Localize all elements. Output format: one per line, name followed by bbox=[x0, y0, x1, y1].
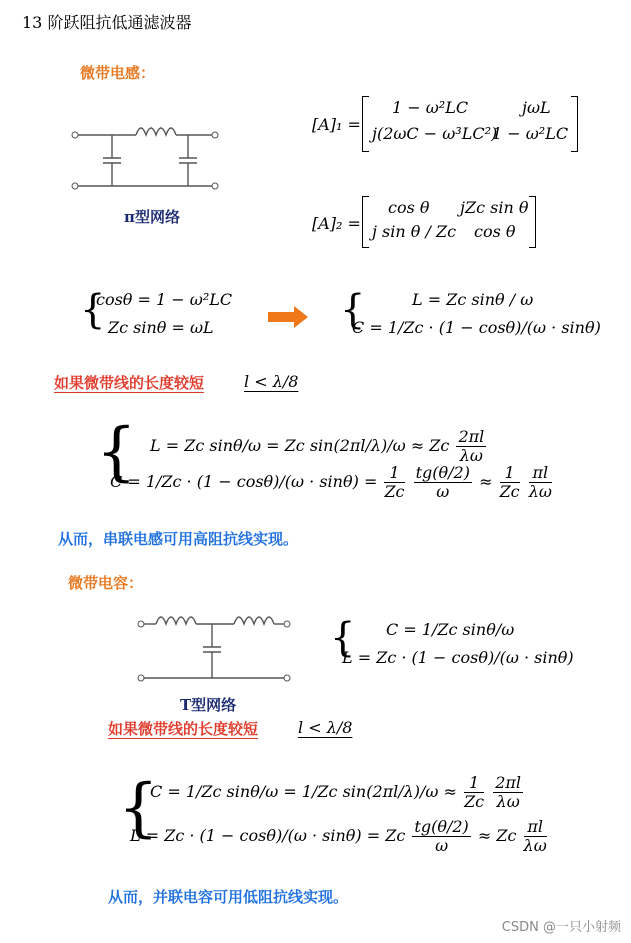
conclusion2: 从而，并联电容可用低阻抗线实现。 bbox=[108, 888, 349, 906]
t-network-label: T型网络 bbox=[180, 696, 237, 714]
eq-right-1: L = Zc sinθ / ω bbox=[412, 290, 534, 309]
sec2-eq-1: C = 1/Zc sinθ/ω bbox=[386, 620, 515, 639]
matrix2-a11: cos θ bbox=[388, 198, 430, 217]
section2-heading: 微带电容： bbox=[68, 574, 144, 592]
approx2-line2: L = Zc · (1 − cosθ)/(ω · sinθ) = Zc $\frac{tg(\theta/2)}{\omega}$ ≈ Zc $\frac{\pi l}{\lambda\omega}$ bbox=[130, 817, 547, 855]
pi-network-circuit bbox=[70, 118, 220, 198]
approx1-brace: { bbox=[96, 415, 137, 489]
matrix1-a21: j(2ωC − ω³LC²) bbox=[372, 124, 498, 143]
approx2-line2-text: L = Zc · (1 − cosθ)/(ω · sinθ) = Zc bbox=[130, 826, 406, 845]
section1-heading: 微带电感： bbox=[80, 64, 156, 82]
page-title: 13 阶跃阻抗低通滤波器 bbox=[22, 13, 192, 32]
matrix2-a22: cos θ bbox=[474, 222, 516, 241]
condition1-math: l < λ/8 bbox=[244, 372, 299, 391]
conclusion1: 从而，串联电感可用高阻抗线实现。 bbox=[58, 530, 299, 548]
approx1-frac: $\frac{2\pi l}{\lambda\omega}$ bbox=[458, 427, 485, 465]
matrix2-a12: jZc sin θ bbox=[460, 198, 529, 217]
matrix2-a21: j sin θ / Zc bbox=[372, 222, 457, 241]
matrix1-a22: 1 − ω²LC bbox=[492, 124, 569, 143]
t-network-circuit bbox=[136, 610, 292, 686]
condition1-text: 如果微带线的长度较短 bbox=[54, 374, 205, 392]
sec2-brace: { bbox=[330, 615, 356, 661]
eq-left-1: cosθ = 1 − ω²LC bbox=[96, 290, 233, 309]
approx2-line1-text: C = 1/Zc sinθ/ω = 1/Zc sin(2πl/λ)/ω ≈ bbox=[150, 782, 457, 801]
sec2-eq-2: L = Zc · (1 − cosθ)/(ω · sinθ) bbox=[342, 648, 574, 667]
pi-network-label: π型网络 bbox=[124, 208, 180, 226]
matrix1-lhs: [A]₁ = bbox=[312, 115, 361, 134]
approx2-line1: C = 1/Zc sinθ/ω = 1/Zc sin(2πl/λ)/ω ≈ $\frac{1}{Zc}$ $\frac{2\pi l}{\lambda\omega}$ bbox=[150, 773, 522, 811]
approx1-line2: C = 1/Zc · (1 − cosθ)/(ω · sinθ) = $\frac{1}{Zc}$ $\frac{tg(\theta/2)}{\omega}$ ≈ $\frac{1}{Zc}$ $\frac{\pi l}{\lambda\omega}$ bbox=[110, 463, 552, 501]
matrix2 bbox=[362, 196, 536, 248]
right-arrow-icon bbox=[268, 306, 308, 328]
condition2-text: 如果微带线的长度较短 bbox=[108, 720, 259, 738]
approx1-line1-text: L = Zc sinθ/ω = Zc sin(2πl/λ)/ω ≈ Zc bbox=[150, 436, 450, 455]
watermark: CSDN @一只小射频 bbox=[501, 920, 621, 935]
matrix1 bbox=[362, 96, 578, 152]
eq-right-2: C = 1/Zc · (1 − cosθ)/(ω · sinθ) bbox=[352, 318, 601, 337]
right-brace: { bbox=[340, 287, 366, 333]
condition2-math: l < λ/8 bbox=[298, 718, 353, 737]
matrix1-a11: 1 − ω²LC bbox=[392, 98, 469, 117]
approx1-line2-text: C = 1/Zc · (1 − cosθ)/(ω · sinθ) = bbox=[110, 472, 378, 491]
matrix1-a12: jωL bbox=[522, 98, 551, 117]
approx1-line1 bbox=[150, 428, 488, 465]
matrix2-lhs: [A]₂ = bbox=[312, 214, 361, 233]
approx2-brace: { bbox=[118, 771, 159, 845]
eq-left-2: Zc sinθ = ωL bbox=[108, 318, 214, 337]
left-brace: { bbox=[80, 287, 106, 333]
